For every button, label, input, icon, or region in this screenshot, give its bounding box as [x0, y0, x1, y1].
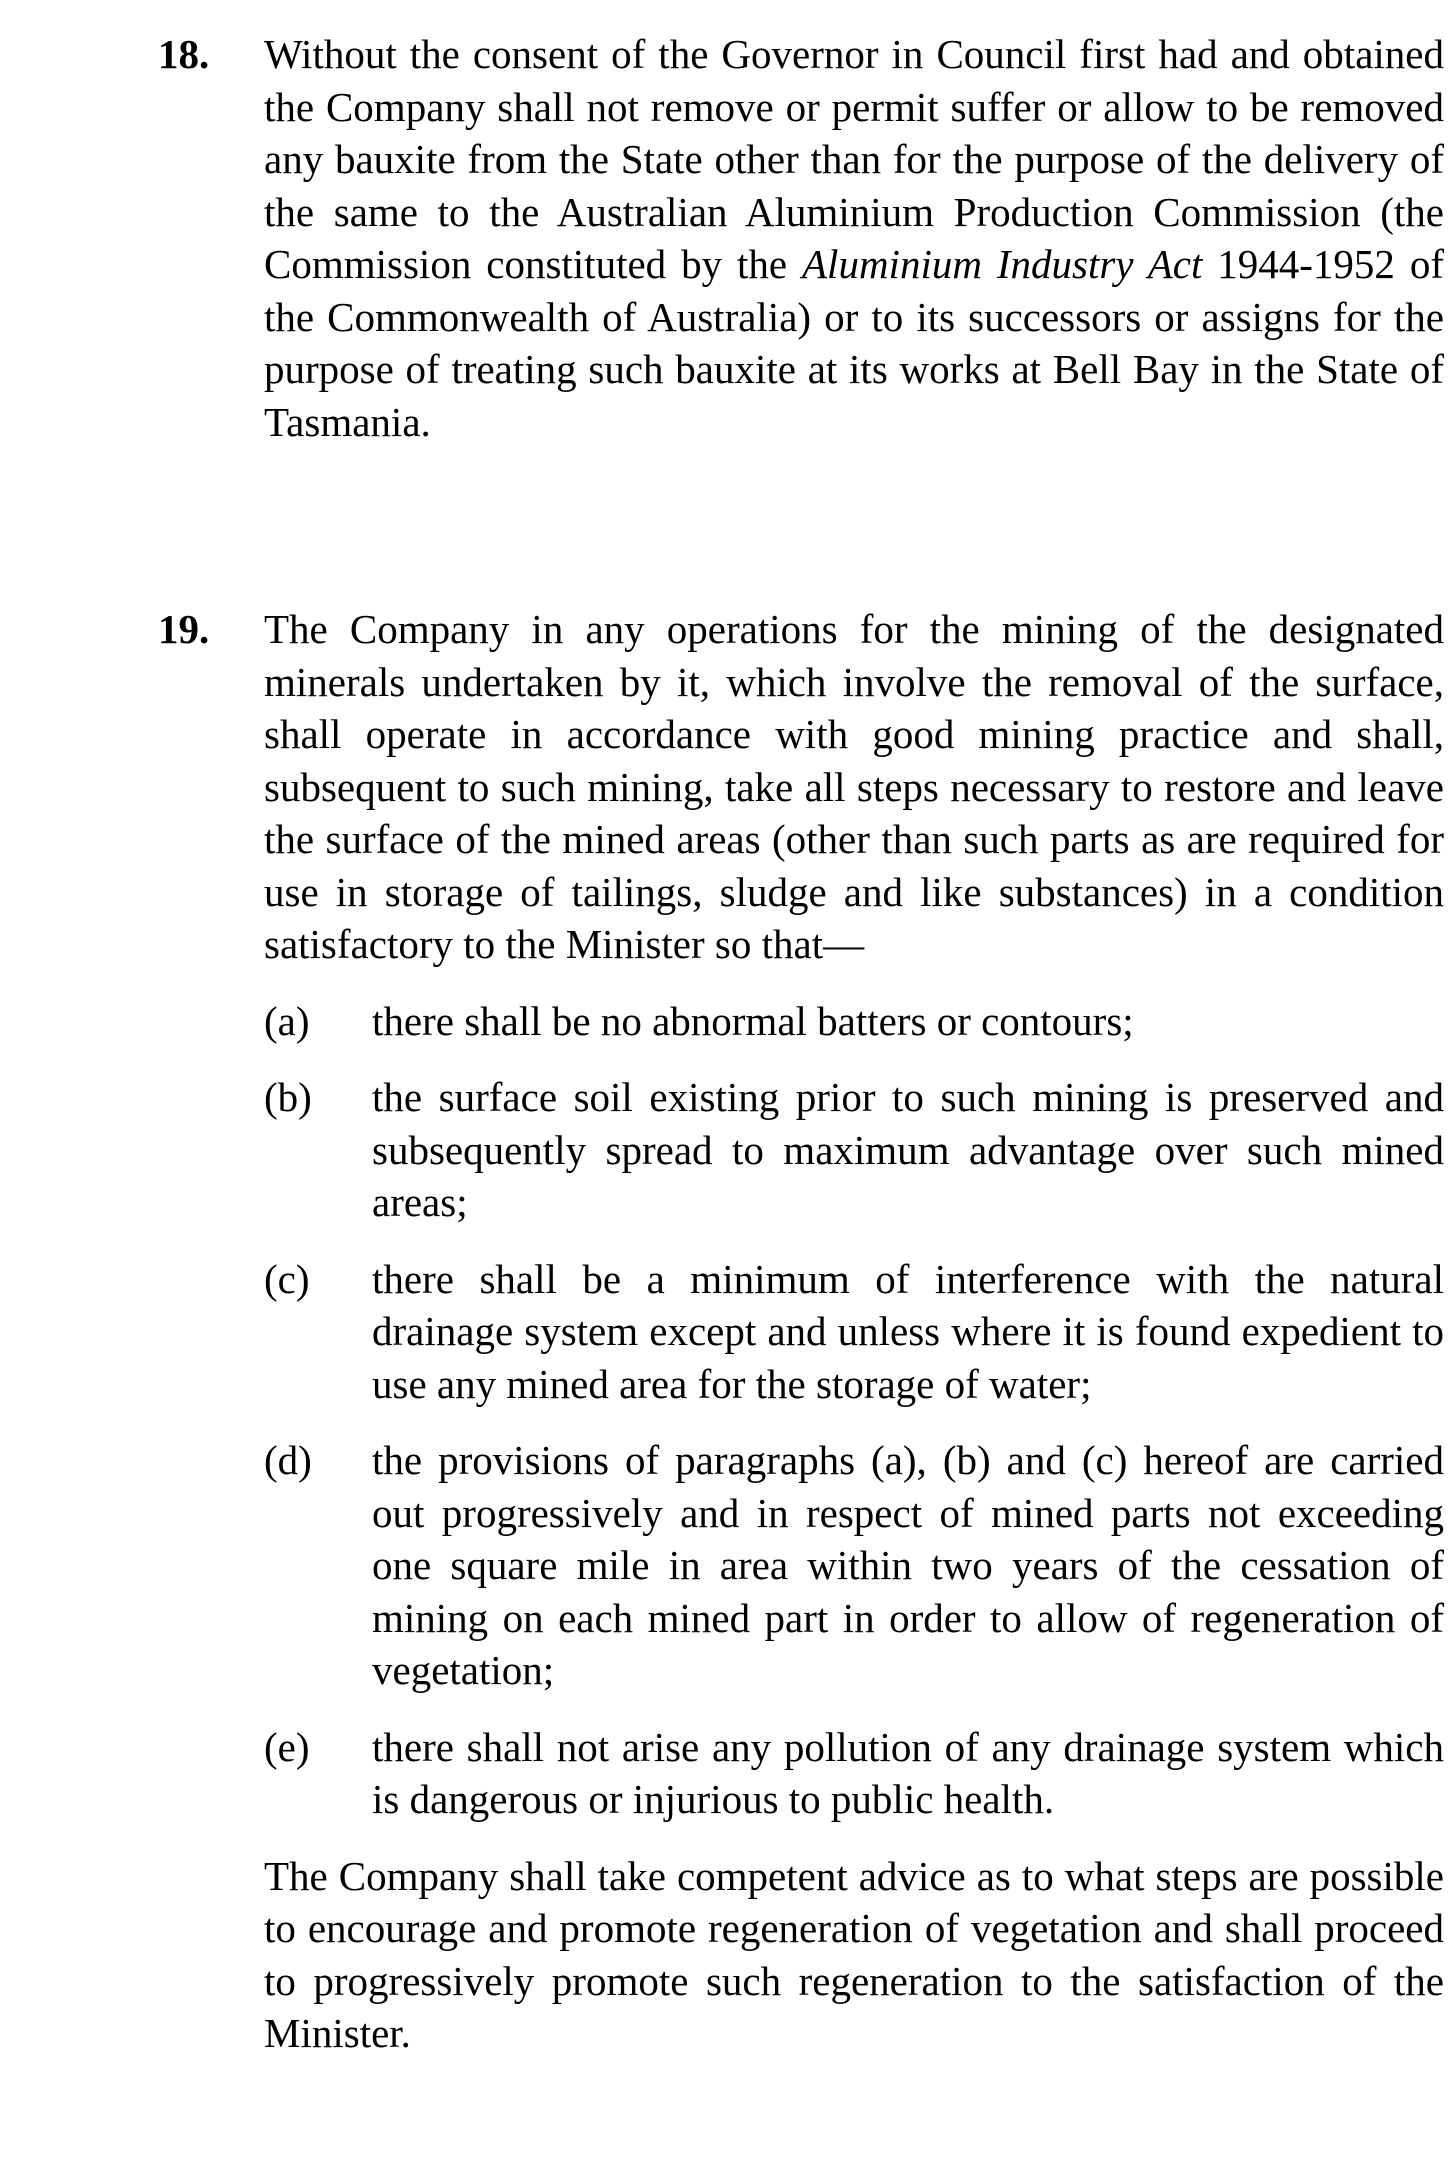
clause-closing: The Company shall take competent advice as to what steps are possible to encourage and promote regeneration of vegetation and shall proceed to progressively promote such regeneration to the satisfaction of the Minister. [264, 1852, 1444, 2056]
list-item [264, 1434, 1444, 1697]
list-item [264, 1071, 1444, 1229]
item-text: the provisions of paragraphs (a), (b) and (c) hereof are carried out progressively and in respect of mined parts not exceeding one square mile in area within two years of the cessation of mining on each mined part in order to allow of regeneration of vegetation; [372, 1437, 1444, 1693]
item-label: (c) [264, 1255, 310, 1302]
clause-number: 18. [158, 31, 210, 77]
item-text: there shall not arise any pollution of any drainage system which is dangerous or injurious to public health. [372, 1723, 1444, 1822]
clause-number: 19. [158, 606, 210, 652]
item-text: there shall be a minimum of interference with the natural drainage system except and unless where it is found expedient to use any mined area for the storage of water; [372, 1255, 1444, 1407]
clause-text-part: 1944-1952 of the Commonwealth of Australia) or to its successors or assigns for the purpose of treating such bauxite at its works at Bell Bay in the State of Tasmania. [264, 241, 1444, 445]
item-label: (b) [264, 1074, 312, 1120]
clause-intro: The Company in any operations for the mining of the designated minerals undertaken by it, which involve the removal of the surface, shall operate in accordance with good mining practice and shall, subsequent to such mining, take all steps necessary to restore and leave the surface of the mined areas (other than such parts as are required for use in storage of tailings, sludge and like substances) in a condition satisfactory to the Minister so that— [264, 606, 1444, 967]
item-label: (a) [264, 997, 310, 1044]
item-text: the surface soil existing prior to such mining is preserved and subsequently spread to maximum advantage over such mined areas; [372, 1074, 1444, 1225]
clause-text [264, 28, 1444, 448]
list-item [264, 995, 1444, 1048]
act-title: Aluminium Industry Act [802, 241, 1203, 287]
clause-body [264, 28, 1444, 448]
item-label: (e) [264, 1723, 310, 1770]
clause-text-part: Without the consent of the Governor in Council first had and obtained the Company shall not remove or permit suffer or allow to be removed any bauxite from the State other than for the purpose of the delivery of the same to the Australian Aluminium Production Commission (the Commission constituted by the [264, 31, 1444, 287]
item-text: there shall be no abnormal batters or contours; [372, 997, 1134, 1044]
item-label: (d) [264, 1437, 312, 1483]
clause-body [264, 603, 1444, 2060]
list-item [264, 1721, 1444, 1826]
list-item [264, 1253, 1444, 1411]
